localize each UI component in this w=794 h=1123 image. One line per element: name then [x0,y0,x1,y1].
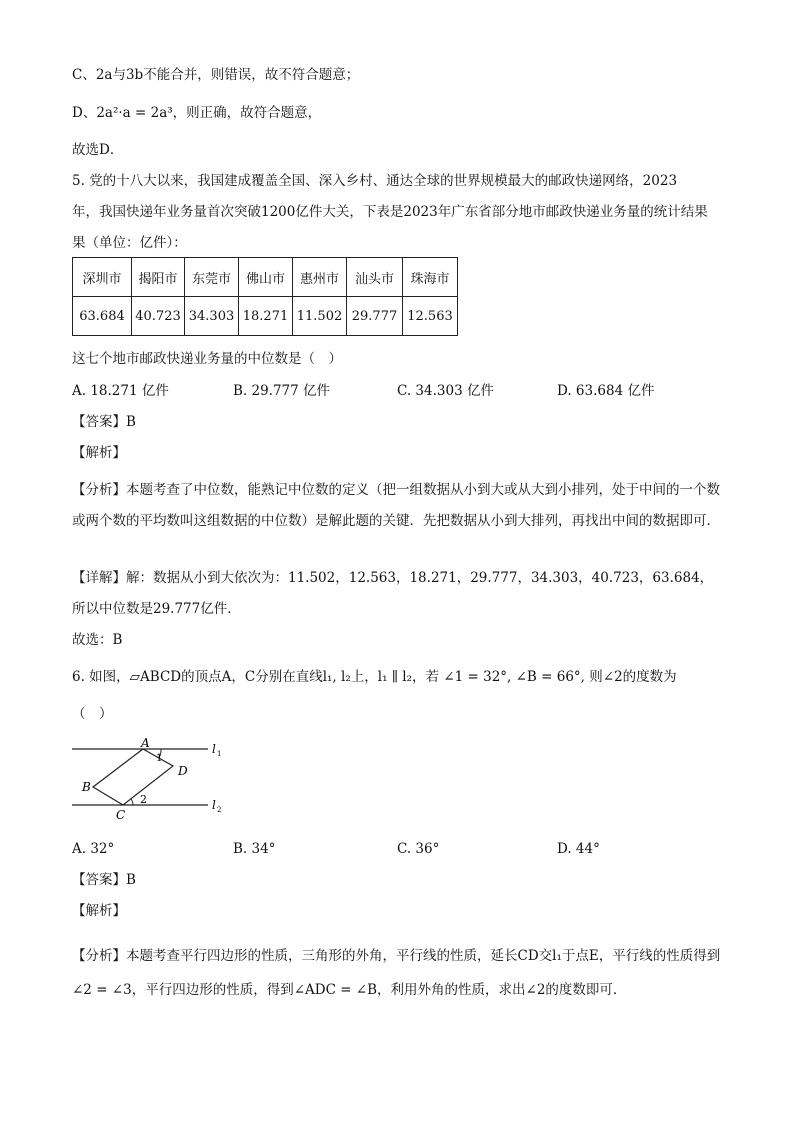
table-header-cell: 东莞市 [185,258,239,297]
label-angle-1: 1 [156,753,163,764]
table-header-cell: 揭阳市 [132,258,185,297]
label-l1: l [212,742,216,756]
q6-analysis-heading: 【解析】 [72,903,126,919]
q5-option-c: C. 34.303 亿件 [397,383,494,399]
table-header-cell: 深圳市 [73,258,132,297]
table-header-cell: 佛山市 [239,258,293,297]
label-angle-2: 2 [140,793,147,806]
table-value-cell: 63.684 [73,297,132,336]
angle-2-arc [131,799,133,805]
table-header-cell: 汕头市 [347,258,403,297]
label-a: A [141,736,150,750]
label-c: C [116,808,126,822]
table-value-cell: 18.271 [239,297,293,336]
q5-analysis-heading: 【解析】 [72,445,126,461]
q6-option-a: A. 32° [72,841,115,857]
q5-option-d: D. 63.684 亿件 [557,383,655,399]
table-header-cell: 珠海市 [403,258,458,297]
table-value-row [73,297,458,336]
q6-option-c: C. 36° [397,841,440,857]
line-d: D、2a²·a = 2a³，则正确，故符合题意， [72,105,322,121]
label-l2: l [212,798,216,812]
q5-question: 这七个地市邮政快递业务量的中位数是（ ） [72,351,342,367]
q6-option-b: B. 34° [233,841,276,857]
table-value-cell: 12.563 [403,297,458,336]
table-value-cell: 29.777 [347,297,403,336]
q6-fenxi: 【分析】本题考查平行四边形的性质，三角形的外角，平行线的性质，延长CD交l₁于点E，平行线的性质得到∠2 = ∠3，平行四边形的性质，得到∠ADC = ∠B，利用外角的性质，求出∠2的度数即可． [72,948,721,998]
label-b: B [82,780,91,794]
q5-line-3: 果（单位：亿件）： [72,235,187,251]
q6-option-d: D. 44° [557,841,600,857]
q5-xiangjie: 【详解】解：数据从小到大依次为：11.502，12.563，18.271，29.777，34.303，40.723，63.684， [72,570,714,586]
q5-conclusion: 所以中位数是29.777亿件． [72,601,241,617]
label-d: D [178,764,188,778]
q6-paren: （ ） [72,706,113,722]
q5-option-a: A. 18.271 亿件 [72,383,169,399]
q5-choice: 故选：B [72,632,123,648]
q6-line-1: 6. 如图，▱ABCD的顶点A，C分别在直线l₁, l₂上，l₁ ∥ l₂，若 ∠1 = 32°, ∠B = 66°, 则∠2的度数为 [72,669,677,685]
table-header-cell: 惠州市 [293,258,347,297]
q5-line-1: 5. 党的十八大以来，我国建成覆盖全国、深入乡村、通达全球的世界规模最大的邮政快递网络，2023 [72,173,678,189]
table-value-cell: 11.502 [293,297,347,336]
q5-answer: 【答案】B [72,414,136,430]
q5-line-2: 年，我国快递年业务量首次突破1200亿件大关，下表是2023年广东省部分地市邮政快递业务量的统计结果 [72,204,708,220]
table-header-row [73,258,458,297]
line-c: C、2a与3b不能合并，则错误，故不符合题意； [72,67,360,83]
label-l1-sub: 1 [217,750,222,758]
express-volume-table [72,257,458,336]
table-value-cell: 34.303 [185,297,239,336]
q5-fenxi: 【分析】本题考查了中位数，能熟记中位数的定义（把一组数据从小到大或从大到小排列，处于中间的一个数或两个数的平均数叫这组数据的中位数）是解此题的关键．先把数据从小到大排列，再找出中间的数据即可． [72,482,720,529]
parallelogram-figure [68,736,238,826]
q5-option-b: B. 29.777 亿件 [233,383,331,399]
label-l2-sub: 2 [217,806,222,814]
table-value-cell: 40.723 [132,297,185,336]
q6-answer: 【答案】B [72,872,136,888]
line-d-choice: 故选D． [72,142,124,158]
